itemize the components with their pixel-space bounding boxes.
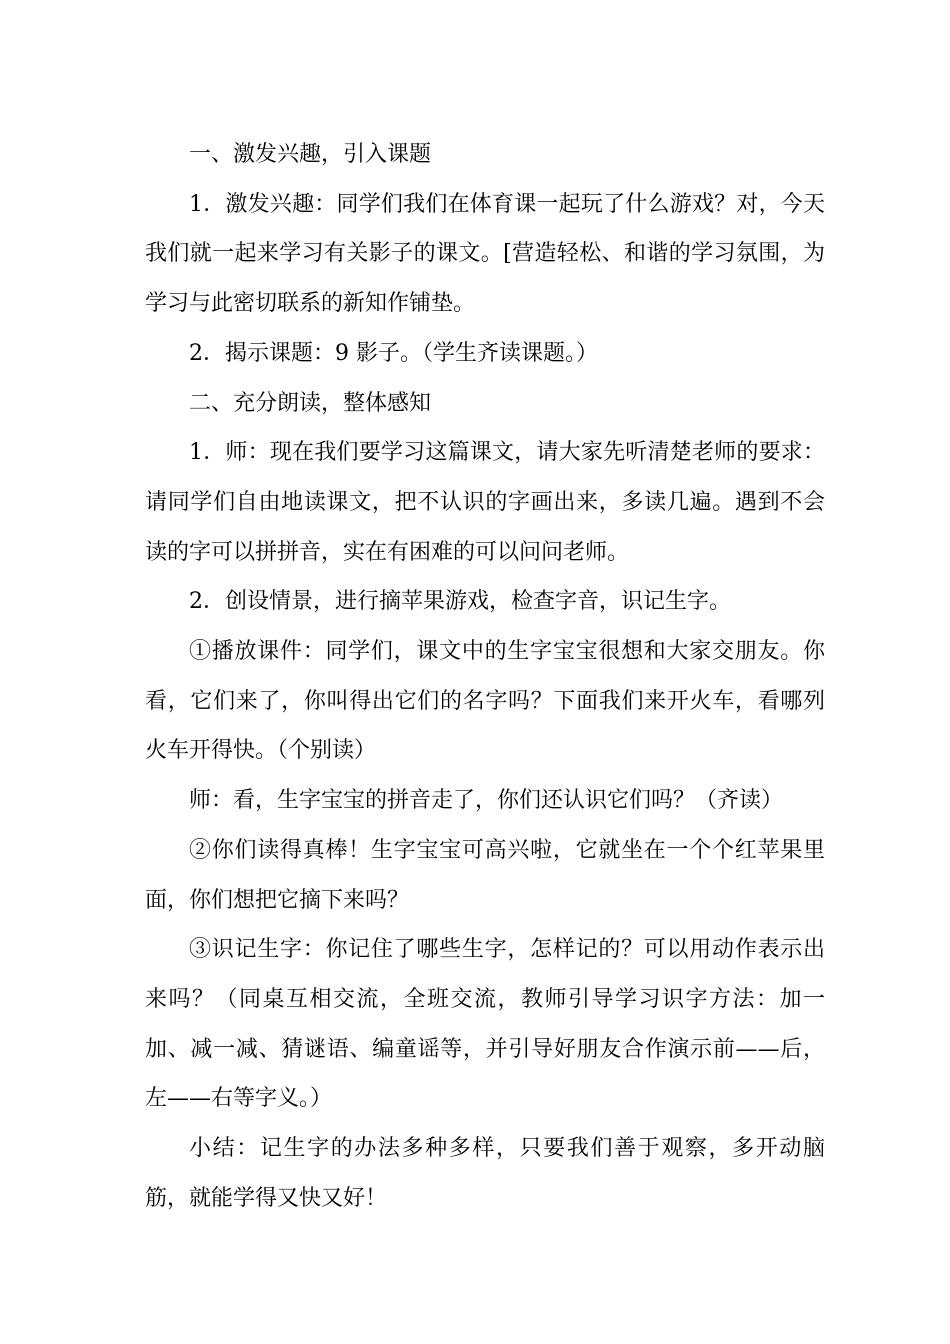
paragraph-reveal-title: 2．揭示课题：9 影子。（学生齐读课题。） xyxy=(189,340,598,366)
document-body xyxy=(145,130,825,1223)
section-heading-1: 一、激发兴趣，引入课题 xyxy=(189,142,432,167)
paragraph-apple-game: 2．创设情景，进行摘苹果游戏，检查字音，识记生字。 xyxy=(189,589,731,615)
paragraph-arouse-interest: 1．激发兴趣：同学们我们在体育课一起玩了什么游戏？对，今天我们就一起来学习有关影子的课文。[营造轻松、和谐的学习氛围，为学习与此密切联系的新知作铺垫。 xyxy=(145,191,825,317)
paragraph-red-apples: ②你们读得真棒！生字宝宝可高兴啦，它就坐在一个个红苹果里面，你们想把它摘下来吗？ xyxy=(145,837,825,913)
paragraph-memorize-characters: ③识记生字：你记住了哪些生字，怎样记的？可以用动作表示出来吗？（同桌互相交流，全班交流，教师引导学习识字方法：加一加、减一减、猜谜语、编童谣等，并引导好朋友合作演示前——后，左——右等字义。） xyxy=(145,937,825,1112)
paragraph-summary: 小结：记生字的办法多种多样，只要我们善于观察，多开动脑筋，就能学得又快又好！ xyxy=(145,1136,825,1211)
paragraph-teacher-instructions: 1．师：现在我们要学习这篇课文，请大家先听清楚老师的要求：请同学们自由地读课文，把不认识的字画出来，多读几遍。遇到不会读的字可以拼拼音，实在有困难的可以问问老师。 xyxy=(145,440,825,565)
section-heading-2: 二、充分朗读，整体感知 xyxy=(189,390,432,416)
paragraph-pinyin-gone: 师：看，生字宝宝的拼音走了，你们还认识它们吗？（齐读） xyxy=(189,788,784,814)
paragraph-play-courseware: ①播放课件：同学们，课文中的生字宝宝很想和大家交朋友。你看，它们来了，你叫得出它们的名字吗？下面我们来开火车，看哪列火车开得快。（个别读） xyxy=(145,639,825,764)
